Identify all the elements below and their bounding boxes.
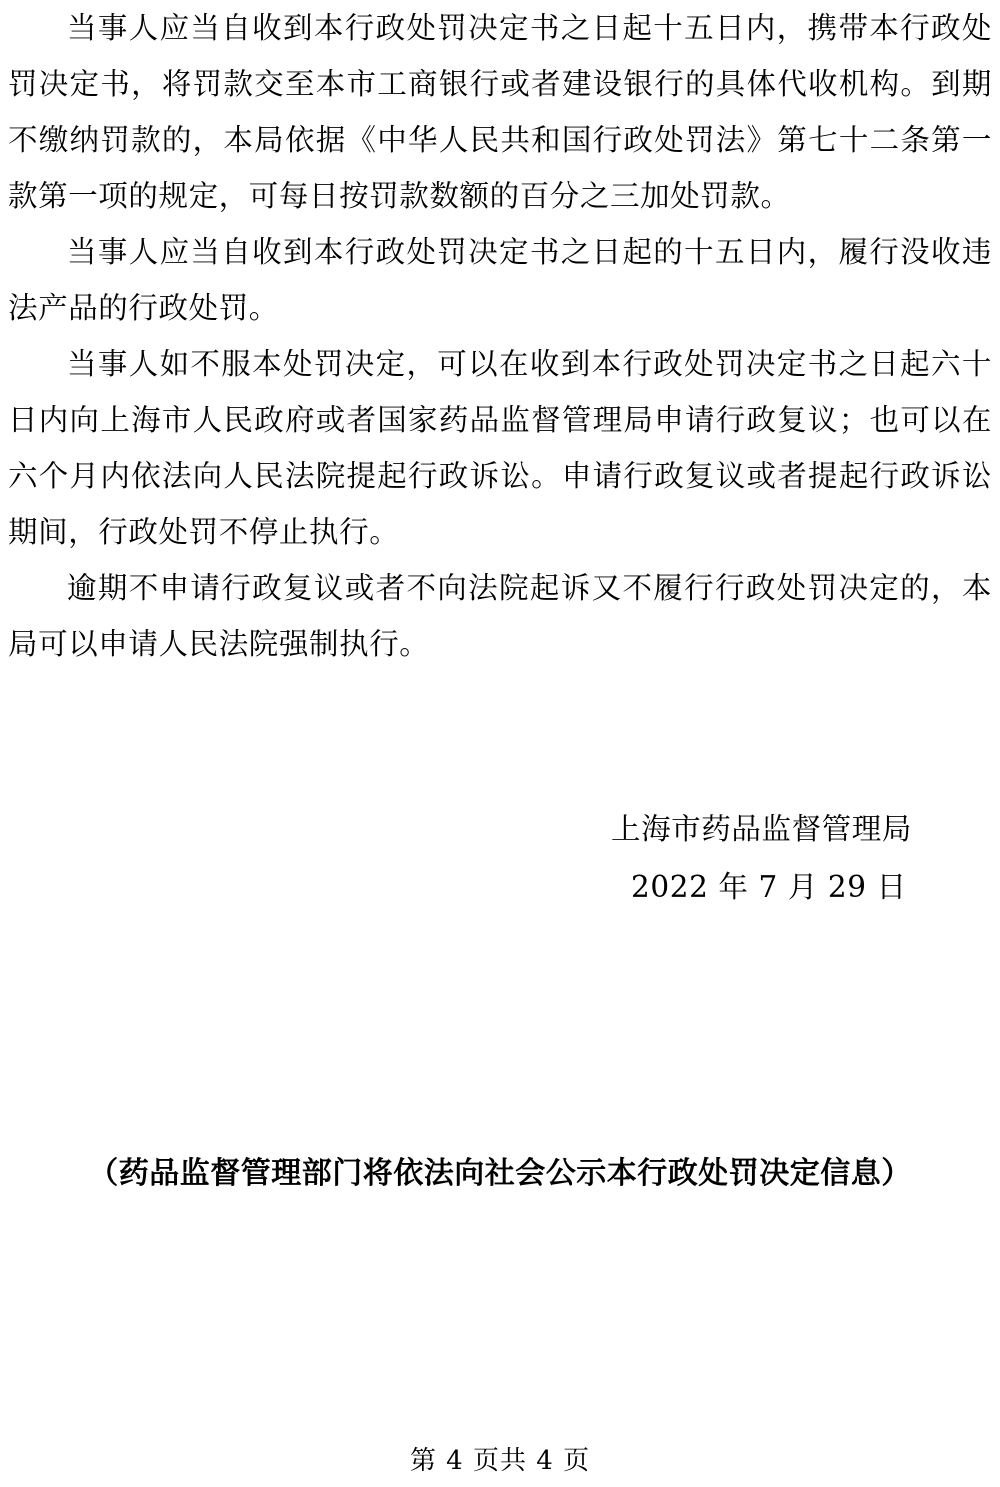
paragraph-confiscation: 当事人应当自收到本行政处罚决定书之日起的十五日内，履行没收违法产品的行政处罚。 [8, 235, 992, 325]
public-disclosure-notice: （药品监督管理部门将依法向社会公示本行政处罚决定信息） [88, 1156, 912, 1191]
issuing-authority: 上海市药品监督管理局 [610, 812, 912, 846]
page-number-footer: 第 4 页共 4 页 [409, 1446, 591, 1476]
issue-date: 2022 年 7 月 29 日 [630, 870, 907, 904]
paragraph-payment-terms: 当事人应当自收到本行政处罚决定书之日起十五日内，携带本行政处罚决定书，将罚款交至本市工商银行或者建设银行的具体代收机构。到期不缴纳罚款的，本局依据《中华人民共和国行政处罚法》第七十二条第一款第一项的规定，可每日按罚款数额的百分之三加处罚款。 [8, 11, 992, 213]
paragraph-appeal-rights: 当事人如不服本处罚决定，可以在收到本行政处罚决定书之日起六十日内向上海市人民政府或者国家药品监督管理局申请行政复议；也可以在六个月内依法向人民法院提起行政诉讼。申请行政复议或者提起行政诉讼期间，行政处罚不停止执行。 [8, 347, 992, 549]
signature-block [601, 800, 912, 916]
paragraph-enforcement: 逾期不申请行政复议或者不向法院起诉又不履行行政处罚决定的，本局可以申请人民法院强制执行。 [8, 571, 992, 661]
document-body [8, 0, 992, 672]
